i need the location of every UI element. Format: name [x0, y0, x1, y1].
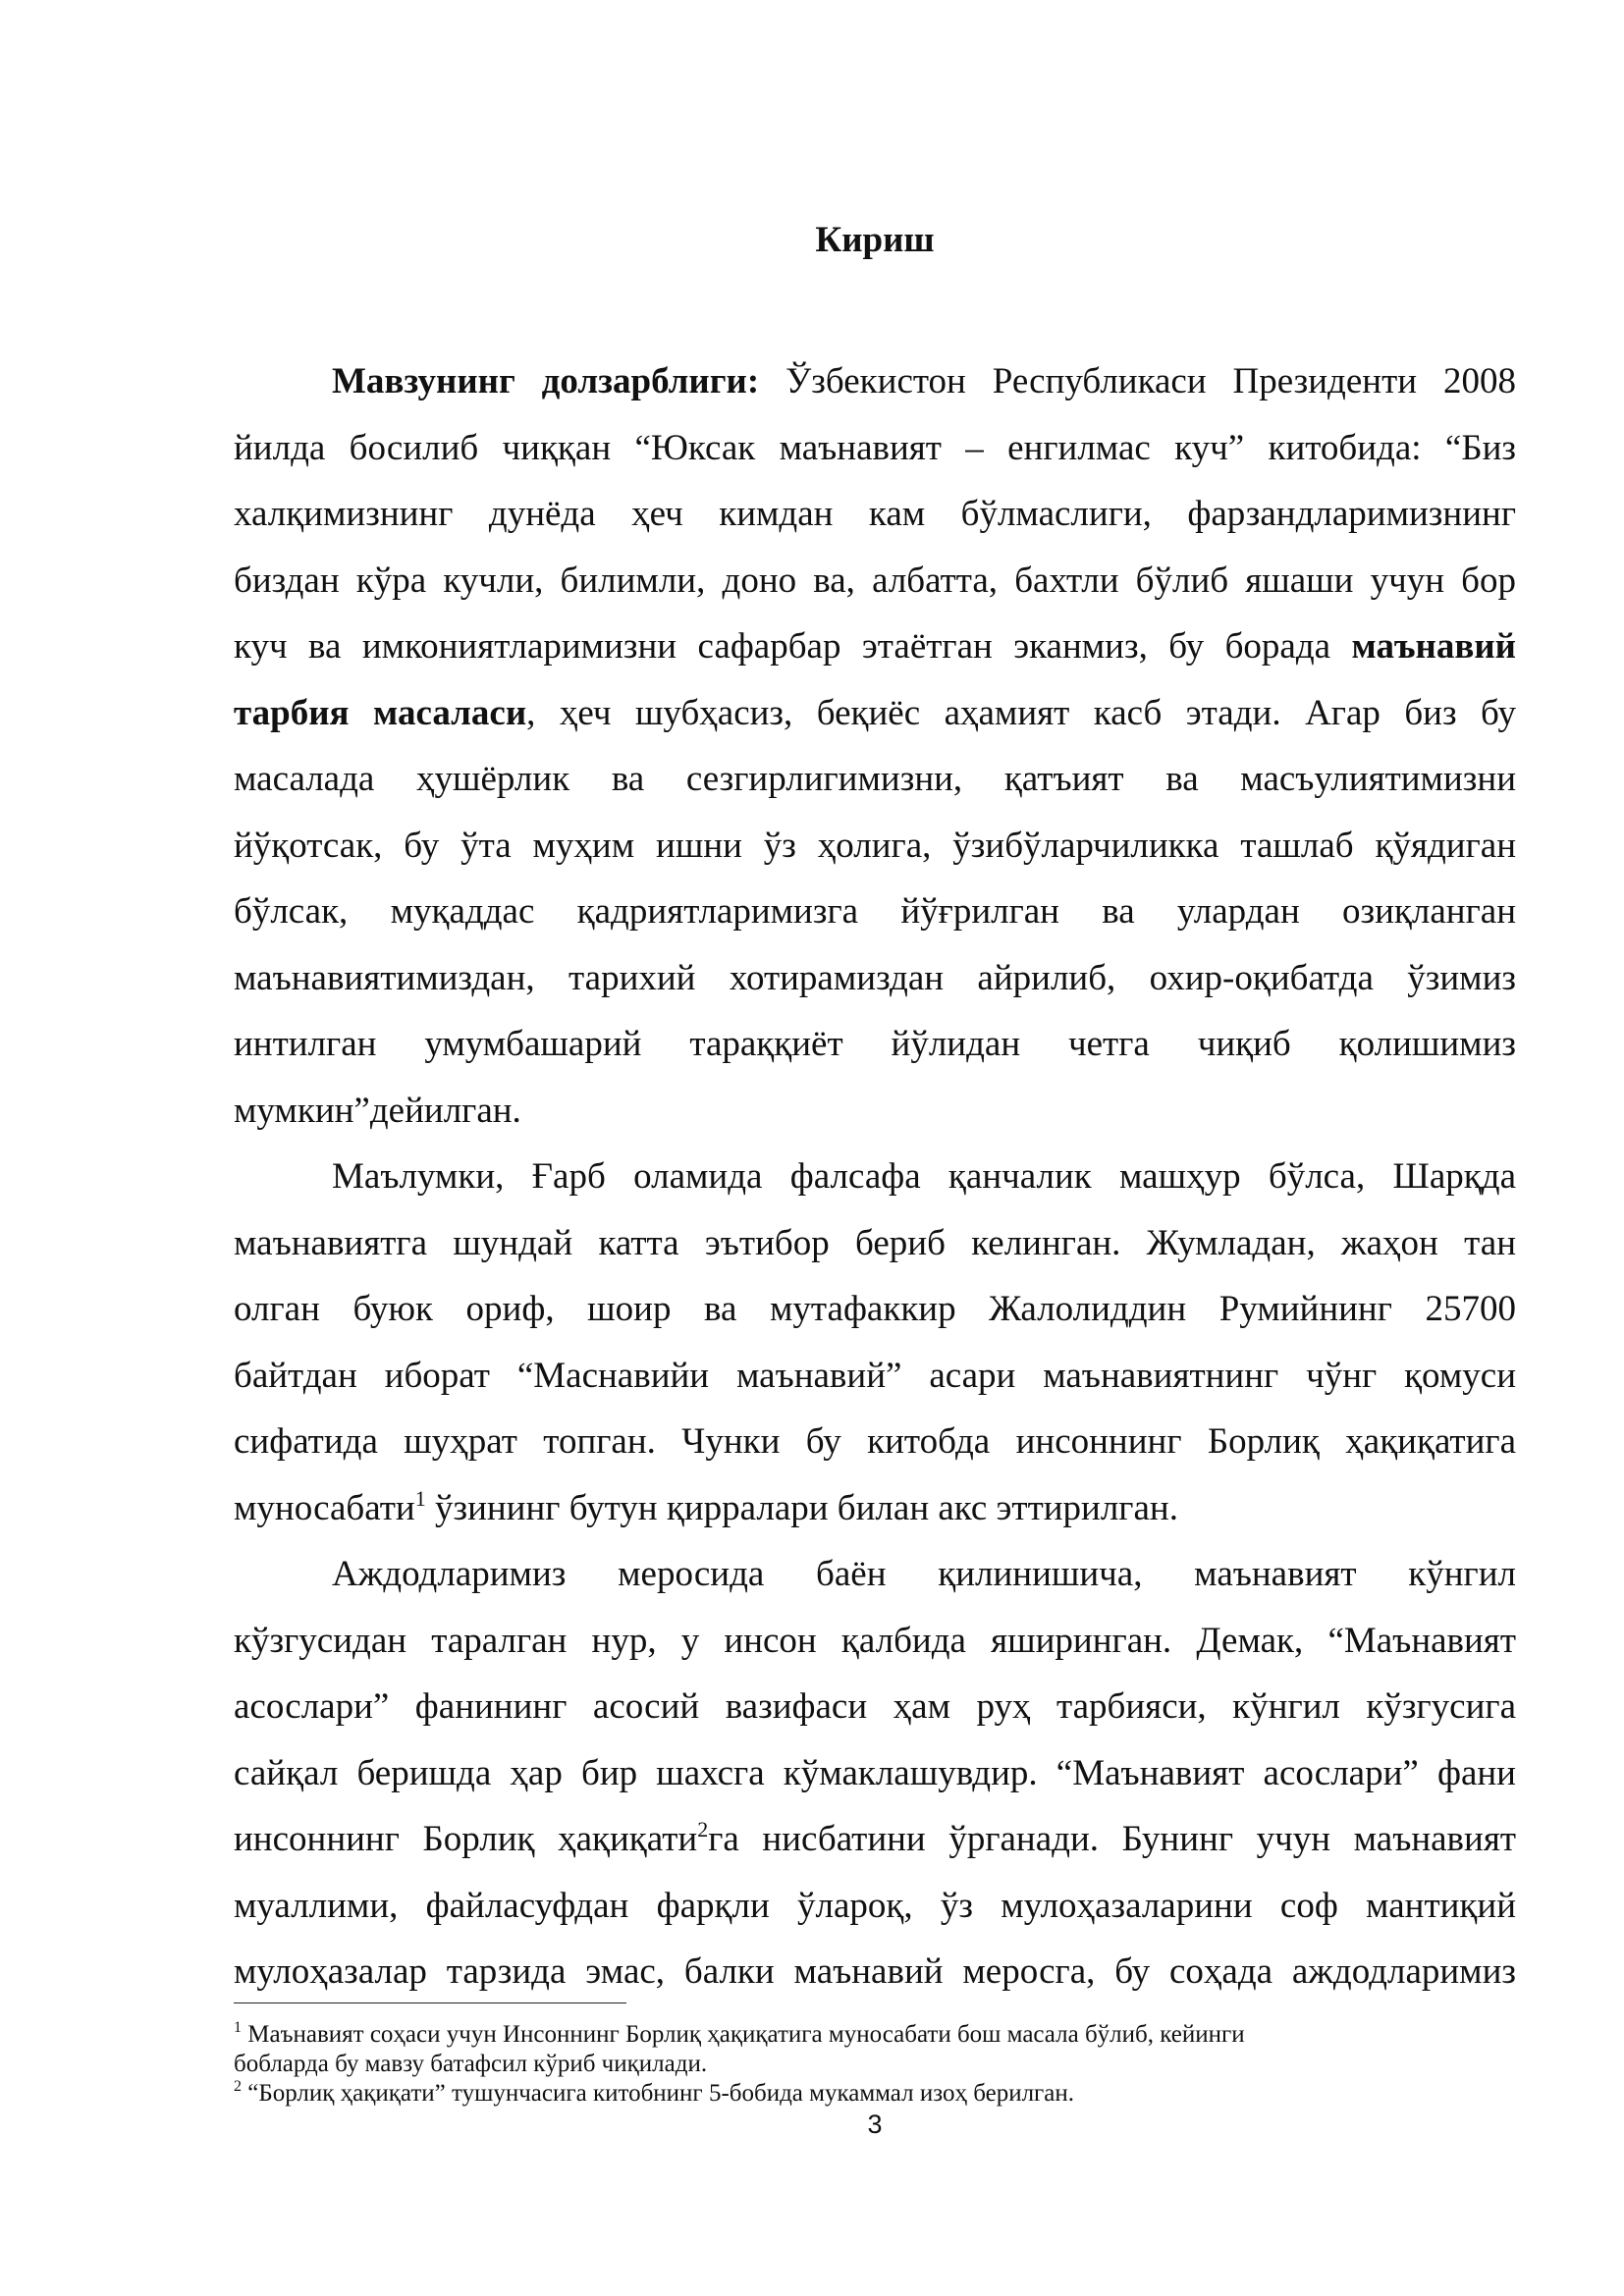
text-line: кўзгусидан таралган нур, у инсон қалбида яширинган. Демак, “Маънавият — [234, 1620, 1516, 1661]
page-number: 3 — [867, 2109, 883, 2139]
bold-term: маънавий — [1351, 626, 1516, 667]
bold-term: тарбия масаласи — [234, 692, 527, 733]
text-line: куч ва имкониятларимизни сафарбар этаётган эканмиз, бу борада маънавий — [234, 626, 1516, 667]
text-line: сайқал беришда ҳар бир шахсга кўмаклашувдир. “Маънавият асослари” фани — [234, 1752, 1516, 1793]
text-line: олган буюк ориф, шоир ва мутафаккир Жалолиддин Румийнинг 25700 — [234, 1289, 1516, 1329]
text-line: бўлсак, муқаддас қадриятларимизга йўғрилган ва улардан озиқланган — [234, 891, 1516, 932]
text-line: интилган умумбашарий тараққиёт йўлидан четга чиқиб қолишимиз — [234, 1024, 1516, 1064]
footnote-marker: 2 — [234, 2078, 242, 2095]
text-line: тарбия масаласи, ҳеч шубҳасиз, беқиёс аҳамият касб этади. Агар биз бу — [234, 692, 1516, 733]
text-line: асослари” фанининг асосий вазифаси ҳам руҳ тарбияси, кўнгил кўзгусига — [234, 1686, 1516, 1727]
text-line: масалада ҳушёрлик ва сезгирлигимизни, қатъият ва масъулиятимизни — [234, 759, 1516, 799]
text-line: маънавиятга шундай катта эътибор бериб келинган. Жумладан, жаҳон тан — [234, 1222, 1516, 1263]
footnote-reference[interactable]: 2 — [697, 1817, 709, 1842]
footnote-2: $^2$ “Борлиқ ҳақиқати” тушунчасига китобнинг 5-бобида мукаммал изоҳ берилган. — [234, 2078, 1075, 2107]
footnote-reference[interactable]: 1 — [414, 1485, 426, 1511]
text-line: муаллими, файласуфдан фарқли ўлароқ, ўз мулоҳазаларини соф мантиқий — [234, 1885, 1516, 1926]
paragraph-relevance — [234, 348, 1516, 1144]
text-line: Маълумки, Ғарб оламида фалсафа қанчалик машҳур бўлса, Шарқда — [332, 1156, 1516, 1197]
page-heading: Кириш — [815, 220, 935, 260]
text-line: мумкин”дейилган. — [234, 1090, 521, 1131]
text-line: муносабати$^1$ ўзининг бутун қирралари билан акс эттирилган. — [234, 1485, 1178, 1528]
text-line: халқимизнинг дунёда ҳеч кимдан кам бўлмаслиги, фарзандларимизнинг — [234, 494, 1516, 534]
text-line: Аждодларимиз меросида баён қилинишича, маънавият кўнгил — [332, 1554, 1516, 1594]
paragraph-east-west — [234, 1144, 1516, 1541]
text-line: мулоҳазалар тарзида эмас, балки маънавий меросга, бу соҳада аждодларимиз — [234, 1951, 1516, 1992]
text-line: сифатида шуҳрат топган. Чунки бу китобда инсоннинг Борлиқ ҳақиқатига — [234, 1421, 1516, 1462]
footnote-1: $^1$ Маънавият соҳаси учун Инсоннинг Борлиқ ҳақиқатига муносабати бош масала бўлиб, кейинги — [234, 2019, 1245, 2048]
footnote-marker: 1 — [234, 2019, 242, 2036]
bold-lead: Мавзунинг долзарблиги: — [332, 361, 760, 401]
text-line: маънавиятимиздан, тарихий хотирамиздан айрилиб, охир-оқибатда ўзимиз — [234, 957, 1516, 998]
text-line: байтдан иборат “Маснавийи маънавий” асари маънавиятнинг чўнг қомуси — [234, 1355, 1516, 1396]
footnote-separator — [234, 2002, 626, 2003]
text-line: йилда босилиб чиққан “Юксак маънавият – енгилмас куч” китобида: “Биз — [234, 427, 1516, 468]
footnotes — [234, 2020, 1516, 2109]
footnote-1-continued: бобларда бу мавзу батафсил кўриб чиқилади. — [234, 2051, 708, 2077]
text-line: йўқотсак, бу ўта муҳим ишни ўз ҳолига, ўзибўларчиликка ташлаб қўядиган — [234, 825, 1516, 866]
text-line: биздан кўра кучли, билимли, доно ва, албатта, бахтли бўлиб яшаши учун бор — [234, 560, 1516, 601]
text-line: инсоннинг Борлиқ ҳақиқати$^2$га нисбатини ўрганади. Бунинг учун маънавият — [234, 1817, 1517, 1859]
text-line: Мавзунинг долзарблиги: Ўзбекистон Республикаси Президенти 2008 — [332, 361, 1516, 401]
document-page — [234, 0, 1516, 2296]
body-text — [234, 348, 1516, 2005]
paragraph-heritage — [234, 1541, 1516, 2005]
